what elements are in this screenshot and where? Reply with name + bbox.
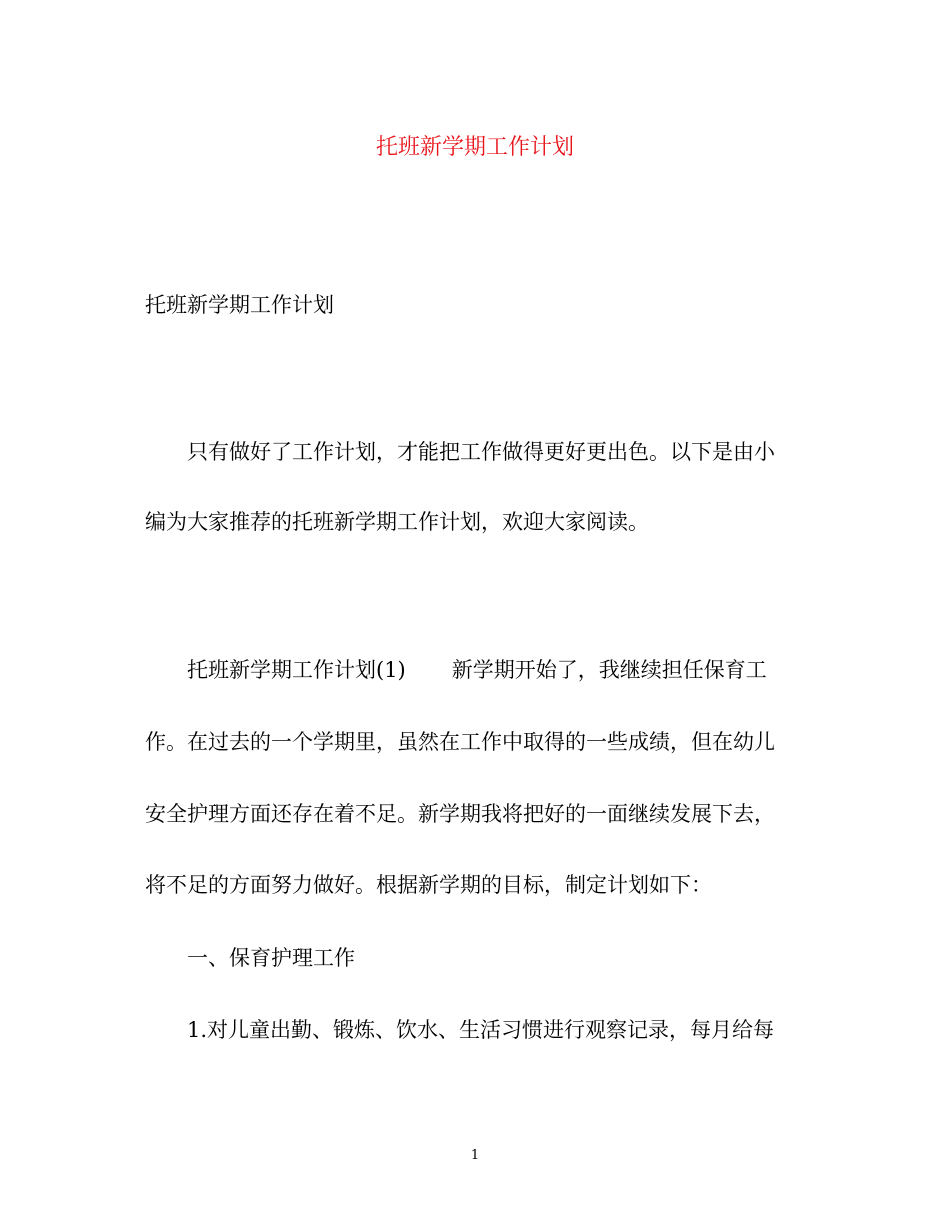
section1-line-1-text: 新学期开始了，我继续担任保育工 [451,658,767,682]
intro-line-2: 编为大家推荐的托班新学期工作计划，欢迎大家阅读。 [145,510,649,534]
document-subtitle: 托班新学期工作计划 [145,293,334,317]
subsection-heading: 一、保育护理工作 [187,946,355,970]
section1-heading: 托班新学期工作计划(1) [187,658,406,682]
section1-line-4: 将不足的方面努力做好。根据新学期的目标，制定计划如下： [145,873,712,897]
section1-line-2: 作。在过去的一个学期里，虽然在工作中取得的一些成绩，但在幼儿 [145,730,775,754]
section1-line-1 [187,655,767,685]
section1-line-3: 安全护理方面还存在着不足。新学期我将把好的一面继续发展下去， [145,802,775,826]
intro-line-1: 只有做好了工作计划，才能把工作做得更好更出色。以下是由小 [187,440,775,464]
page-number: 1 [470,1148,480,1163]
list-item-1: 1.对儿童出勤、锻炼、饮水、生活习惯进行观察记录，每月给每 [187,1018,775,1042]
document-title: 托班新学期工作计划 [375,135,574,160]
